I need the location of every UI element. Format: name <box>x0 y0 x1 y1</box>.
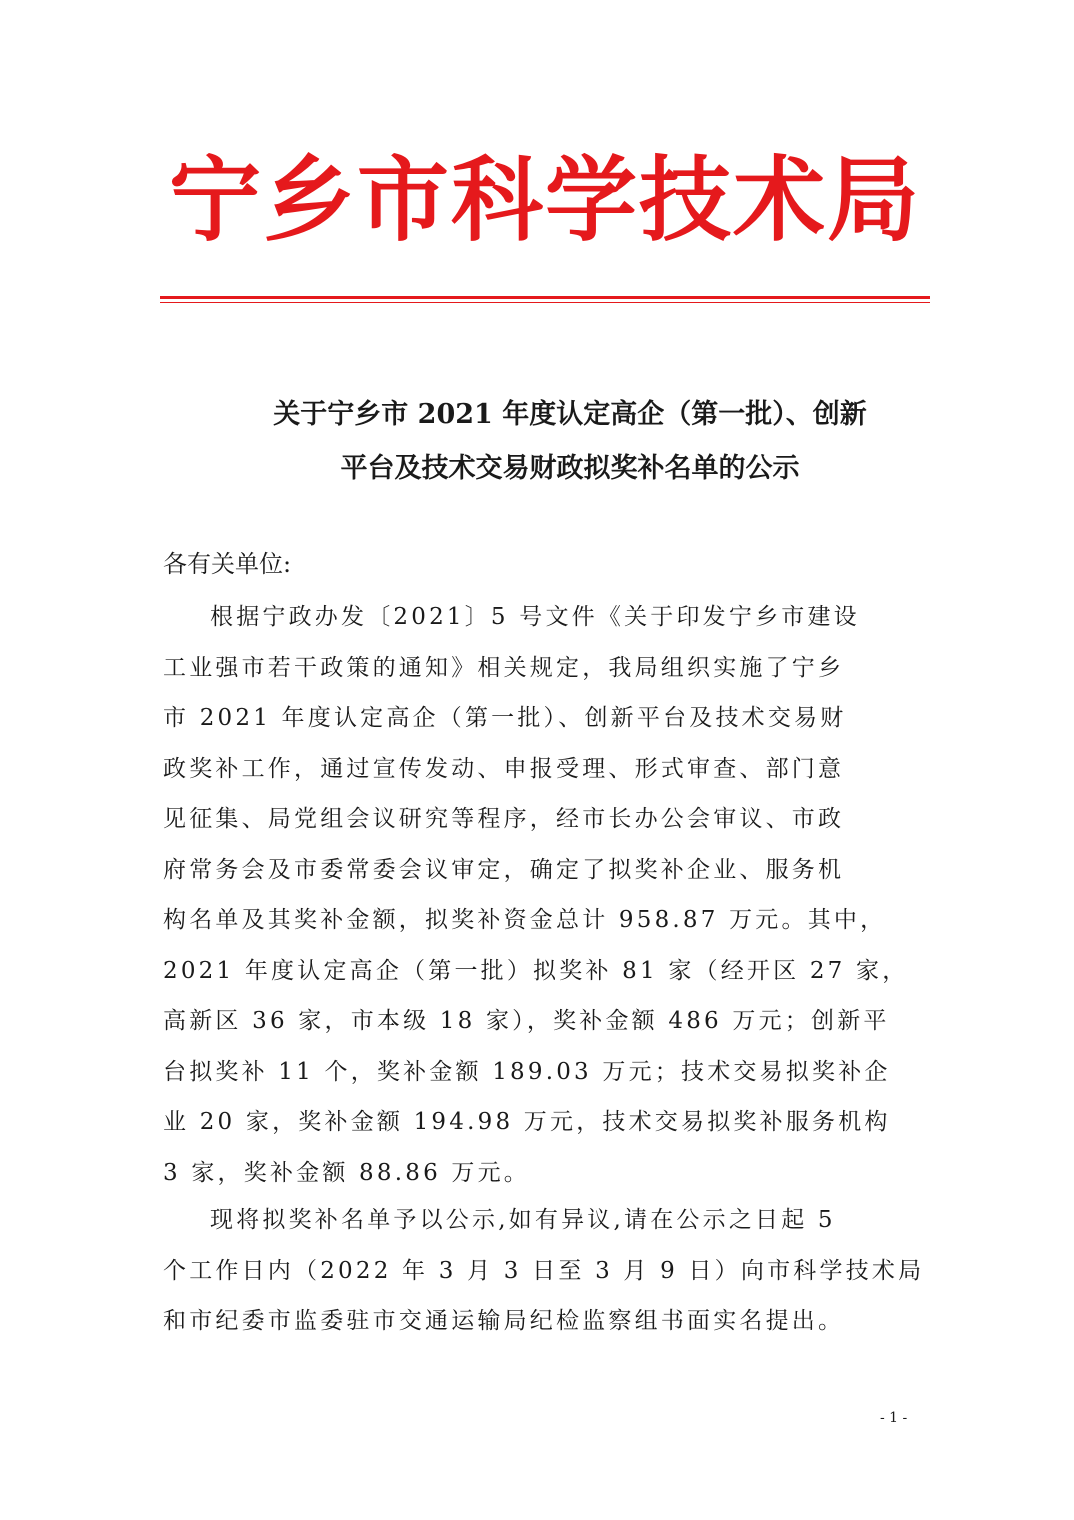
paragraph-line: 现将拟奖补名单予以公示,如有异议,请在公示之日起 5 <box>210 1207 836 1233</box>
letterhead-rule-thin <box>160 302 930 303</box>
paragraph-line: 高新区 36 家，市本级 18 家），奖补金额 486 万元；创新平 <box>163 1008 890 1034</box>
paragraph-line: 根据宁政办发〔2021〕5 号文件《关于印发宁乡市建设 <box>210 604 860 630</box>
paragraph-line: 府常务会及市委常委会议审定，确定了拟奖补企业、服务机 <box>163 856 845 883</box>
title-line: 关于宁乡市 2021 年度认定高企（第一批）、创新 <box>273 399 867 430</box>
paragraph-line: 个工作日内（2022 年 3 月 3 日至 3 月 9 日）向市科学技术局 <box>163 1257 925 1284</box>
paragraph-line: 见征集、局党组会议研究等程序，经市长办公会审议、市政 <box>163 806 845 832</box>
paragraph-line: 构名单及其奖补金额，拟奖补资金总计 958.87 万元。其中， <box>163 907 887 933</box>
title-line: 平台及技术交易财政拟奖补名单的公示 <box>340 453 800 484</box>
page-number: - 1 - <box>880 1410 908 1426</box>
paragraph-line: 和市纪委市监委驻市交通运输局纪检监察组书面实名提出。 <box>163 1308 845 1334</box>
letterhead-org-name: 宁乡市科学技术局 <box>168 146 921 254</box>
paragraph-line: 台拟奖补 11 个，奖补金额 189.03 万元；技术交易拟奖补企 <box>163 1058 891 1085</box>
salutation: 各有关单位: <box>163 550 292 578</box>
body-paragraph-2 <box>163 1195 925 1347</box>
paragraph-line: 3 家，奖补金额 88.86 万元。 <box>163 1159 531 1186</box>
paragraph-line: 市 2021 年度认定高企（第一批）、创新平台及技术交易财 <box>163 705 847 731</box>
document-title <box>190 388 950 496</box>
paragraph-line: 政奖补工作，通过宣传发动、申报受理、形式审查、部门意 <box>163 755 845 782</box>
paragraph-line: 工业强市若干政策的通知》相关规定，我局组织实施了宁乡 <box>163 654 845 681</box>
body-paragraph-1 <box>163 592 913 1198</box>
paragraph-line: 2021 年度认定高企（第一批）拟奖补 81 家（经开区 27 家， <box>163 957 909 984</box>
letterhead-rule-thick <box>160 296 930 299</box>
paragraph-line: 业 20 家，奖补金额 194.98 万元，技术交易拟奖补服务机构 <box>163 1109 891 1135</box>
